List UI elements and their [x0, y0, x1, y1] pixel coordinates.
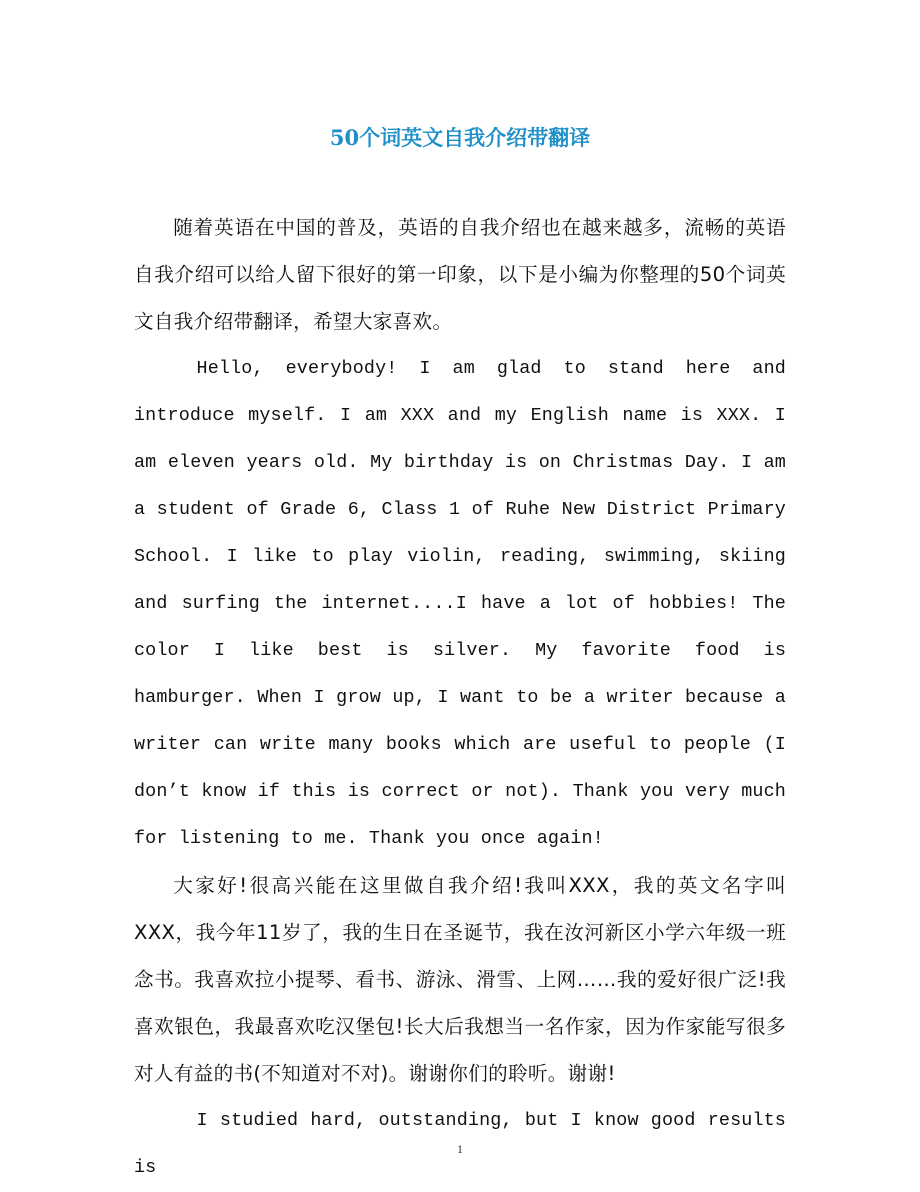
english-self-introduction-paragraph: Hello, everybody! I am glad to stand here and introduce myself. I am XXX and my English name is XXX. I am eleven years old. My birthday is on Christmas Day. I am a student of Grade 6, Class 1 of Ruhe New District Primary School. I like to play violin, reading, swimming, skiing and surfing the internet....I have a lot of hobbies! The color I like best is silver. My favorite food is hamburger. When I grow up, I want to be a writer because a writer can write many books which are useful to people (I don’t know if this is correct or not). Thank you very much for listening to me. Thank you once again! [134, 358, 786, 849]
intro-paragraph: 随着英语在中国的普及，英语的自我介绍也在越来越多，流畅的英语自我介绍可以给人留下很好的第一印象，以下是小编为你整理的50个词英文自我介绍带翻译，希望大家喜欢。 [134, 216, 786, 333]
document-body [134, 204, 786, 1191]
chinese-translation-paragraph: 大家好!很高兴能在这里做自我介绍!我叫XXX，我的英文名字叫XXX，我今年11岁了，我的生日在圣诞节，我在汝河新区小学六年级一班念书。我喜欢拉小提琴、看书、游泳、滑雪、上网……我的爱好很广泛!我喜欢银色，我最喜欢吃汉堡包!长大后我想当一名作家，因为作家能写很多对人有益的书(不知道对不对)。谢谢你们的聆听。谢谢! [134, 874, 786, 1085]
second-english-paragraph-start: I studied hard, outstanding, but I know good results is [134, 1110, 786, 1178]
page-number: 1 [457, 1142, 463, 1156]
document-title: 50个词英文自我介绍带翻译 [329, 125, 591, 150]
